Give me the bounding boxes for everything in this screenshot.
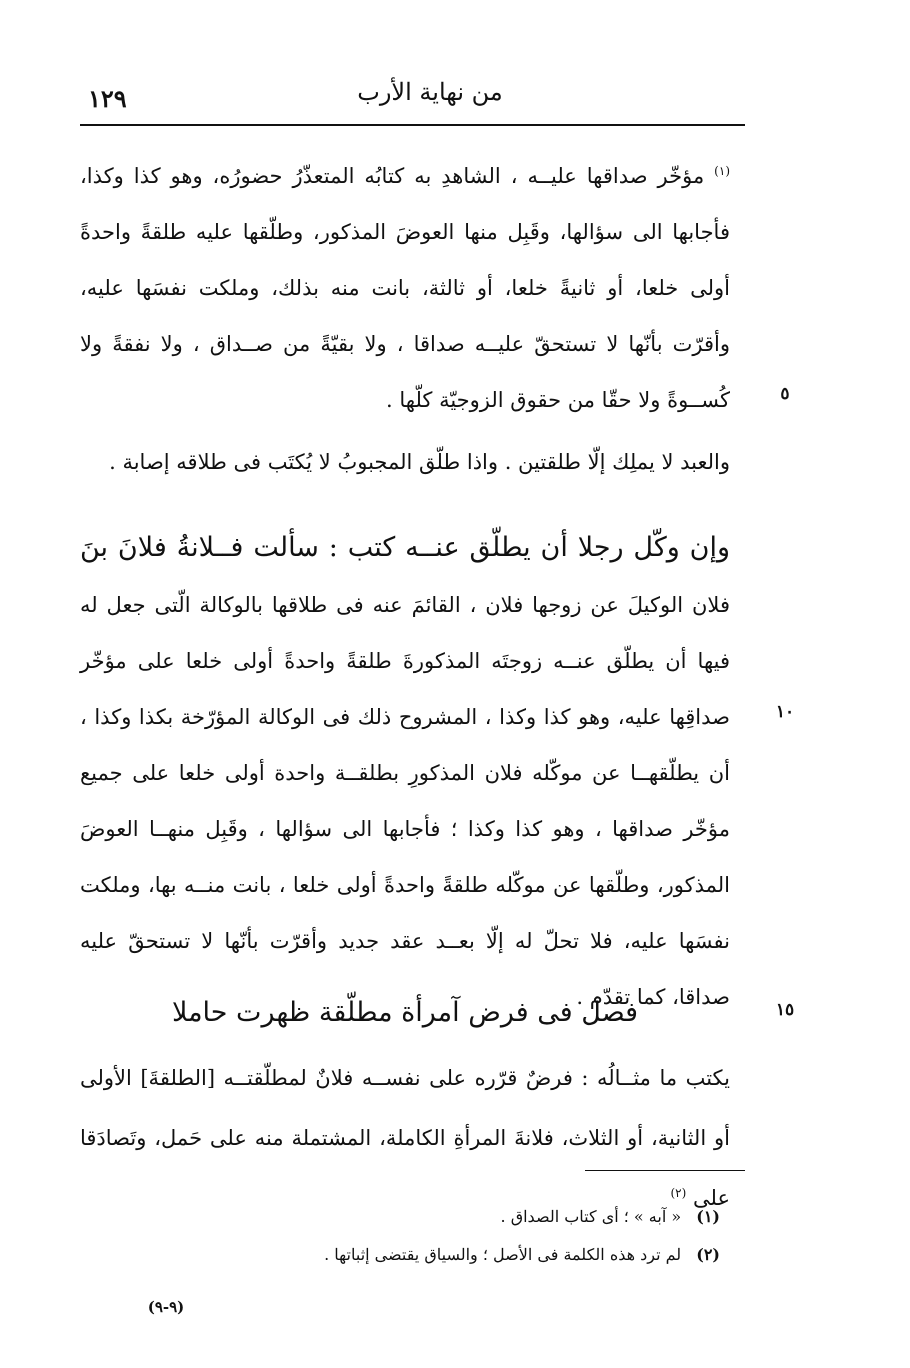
footnote-ref-2: (٢) bbox=[670, 1186, 687, 1200]
paragraph-3-text: فلان الوكيلَ عن زوجها فلان ، القائمَ عنه فى طلاقها بالوكالة الّتى جعل له فيها أن يطلّق عنــه زوجتَه المذكورةَ طلقةً واحدةً أولى خلعا على مؤخّر صداقِها عليه، وهو كذا وكذا ، المشروح ذلك فى الوكالة المؤرّخة بكذا وكذا ، أن يطلّقهــا عن موكّله فلان المذكورِ بطلقــة واحدة أولى خلعا على جميع مؤخّر صداقها ، وهو كذا وكذا ؛ فأجابها الى سؤالها ، وقَبِل منهــا العوضَ المذكور، وطلّقها عن موكّله طلقةً واحدةً أولى خلعا ، بانت منــه بها، وملكت نفسَها عليه، فلا تحلّ له إلّا بعــد عقد جديد وأقرّت بأنّها لا تستحقّ عليه صداقا، كما تقدّم . bbox=[80, 593, 730, 1009]
line-number-5: ٥ bbox=[780, 384, 790, 404]
footnote-2 bbox=[160, 1236, 720, 1274]
paragraph-4-text: يكتب ما مثــالُه : فرضٌ قرّره على نفســه فلانٌ لمطلّقتــه [الطلقةَ] الأولى أو الثانية، أو الثلاث، فلانةَ المرأةِ الكاملة، المشتملة منه على حَمل، وتَصادَقا على bbox=[80, 1066, 730, 1210]
header-rule bbox=[80, 124, 745, 126]
footnote-1-text: « آبه » ؛ أى كتاب الصداق . bbox=[500, 1207, 682, 1226]
line-number-15: ١٥ bbox=[775, 1000, 795, 1020]
running-head: من نهاية الأرب bbox=[357, 78, 503, 106]
paragraph-2: والعبد لا يملِك إلّا طلقتين . واذا طلّق المجبوبُ لا يُكتَب فى طلاقه إصابة . bbox=[109, 450, 730, 474]
footnote-1 bbox=[160, 1198, 720, 1236]
footnote-rule bbox=[585, 1170, 745, 1171]
paragraph-1-text: مؤخّر صداقها عليــه ، الشاهدِ به كتابُه المتعذّرُ حضورُه، وهو كذا وكذا، فأجابها الى سؤالها، وقَبِل منها العوضَ المذكور، وطلّقها عليه طلقةً واحدةً أولى خلعا، أو ثانيةً خلعا، أو ثالثة، بانت منه بذلك، وملكت نفسَها عليه، وأقرّت بأنّها لا تستحقّ عليــه صداقا ، ولا بقيّةً من صــداق ، ولا نفقةً ولا كُســوةً ولا حقّا من حقوق الزوجيّة كلّها . bbox=[80, 164, 730, 412]
footnote-1-mark: (١) bbox=[696, 1207, 720, 1226]
line-number-10: ١٠ bbox=[775, 702, 795, 722]
footnote-ref-1: (١) bbox=[714, 164, 730, 178]
signature-mark: (٩-٩) bbox=[147, 1298, 185, 1316]
footnotes bbox=[160, 1198, 720, 1274]
page-number: ١٢٩ bbox=[88, 84, 127, 113]
paragraph-1 bbox=[80, 148, 730, 428]
paragraph-3 bbox=[80, 520, 730, 1025]
paragraph-3-lead: وإن وكّل رجلا أن يطلّق عنــه كتب : سألت فــلانةُ فلانَ بنَ bbox=[80, 532, 730, 563]
footnote-2-text: لم ترد هذه الكلمة فى الأصل ؛ والسياق يقتضى إثباتها . bbox=[324, 1245, 682, 1264]
footnote-2-mark: (٢) bbox=[696, 1245, 720, 1264]
section-heading: فصل فى فرض آمرأة مطلّقة ظهرت حاملا bbox=[171, 997, 639, 1028]
